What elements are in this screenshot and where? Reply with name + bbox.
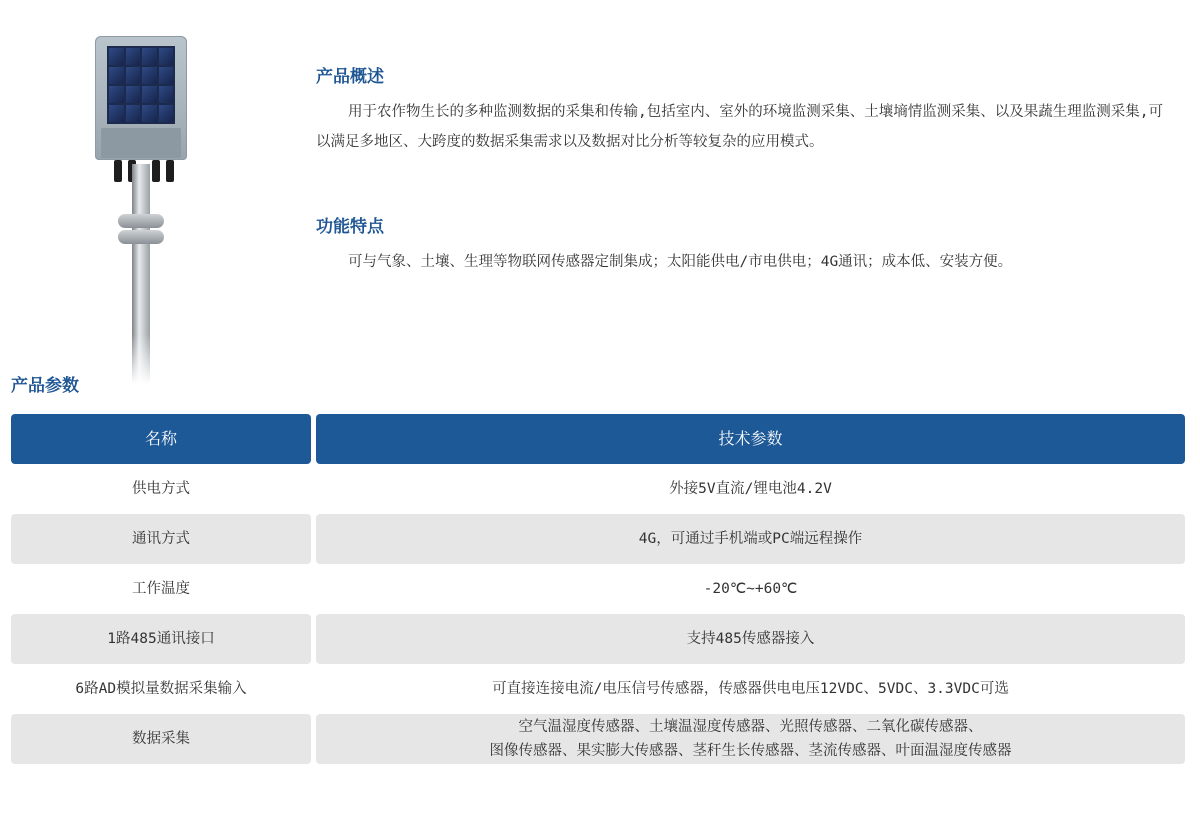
table-row — [11, 614, 1185, 664]
param-spec — [316, 614, 1185, 664]
spec-table — [11, 414, 1185, 764]
overview-text: 用于农作物生长的多种监测数据的采集和传输,包括室内、室外的环境监测采集、土壤墒情监测采集、以及果蔬生理监测采集,可以满足多地区、大跨度的数据采集需求以及数据对比分析等较复杂的应用模式。 — [316, 104, 1163, 150]
param-spec-line: 外接5V直流/锂电池4.2V — [669, 481, 832, 497]
header-spec: 技术参数 — [316, 414, 1185, 464]
param-spec-line: 支持485传感器接入 — [686, 631, 815, 647]
product-image — [88, 34, 198, 384]
param-spec — [316, 464, 1185, 514]
table-row — [11, 714, 1185, 764]
param-name: 供电方式 — [132, 481, 190, 497]
param-name: 6路AD模拟量数据采集输入 — [75, 681, 247, 697]
param-spec — [316, 714, 1185, 764]
param-spec — [316, 664, 1185, 714]
connector-plug — [114, 160, 122, 182]
param-spec-line: 图像传感器、果实膨大传感器、茎秆生长传感器、茎流传感器、叶面温湿度传感器 — [489, 743, 1012, 759]
param-name: 数据采集 — [11, 714, 311, 764]
param-spec-line: 4G，可通过手机端或PC端远程操作 — [638, 531, 863, 547]
connector-plug — [152, 160, 160, 182]
table-row — [11, 464, 1185, 514]
pole-flange — [118, 230, 164, 244]
table-row — [11, 514, 1185, 564]
features-title: 功能特点 — [316, 217, 384, 237]
param-spec-line: 空气温湿度传感器、土壤温湿度传感器、光照传感器、二氧化碳传感器、 — [518, 719, 983, 735]
param-spec — [316, 564, 1185, 614]
overview-title: 产品概述 — [316, 67, 384, 87]
param-spec-line: 可直接连接电流/电压信号传感器，传感器供电电压12VDC、5VDC、3.3VDC可选 — [492, 681, 1009, 697]
param-name: 工作温度 — [132, 581, 190, 597]
param-name: 1路485通讯接口 — [11, 614, 311, 664]
solar-panel-housing — [95, 36, 187, 160]
param-spec — [316, 514, 1185, 564]
features-text: 可与气象、土壤、生理等物联网传感器定制集成；太阳能供电/市电供电；4G通讯；成本低、安装方便。 — [348, 254, 1013, 270]
header-name: 名称 — [11, 414, 311, 464]
collector-box — [101, 128, 181, 158]
table-row — [11, 664, 1185, 714]
solar-panel — [107, 46, 175, 124]
param-spec-line: -20℃~+60℃ — [703, 581, 798, 597]
params-title: 产品参数 — [11, 376, 79, 396]
pole-flange — [118, 214, 164, 228]
table-header-row — [11, 414, 1185, 464]
param-name: 通讯方式 — [11, 514, 311, 564]
connector-plug — [166, 160, 174, 182]
table-row — [11, 564, 1185, 614]
